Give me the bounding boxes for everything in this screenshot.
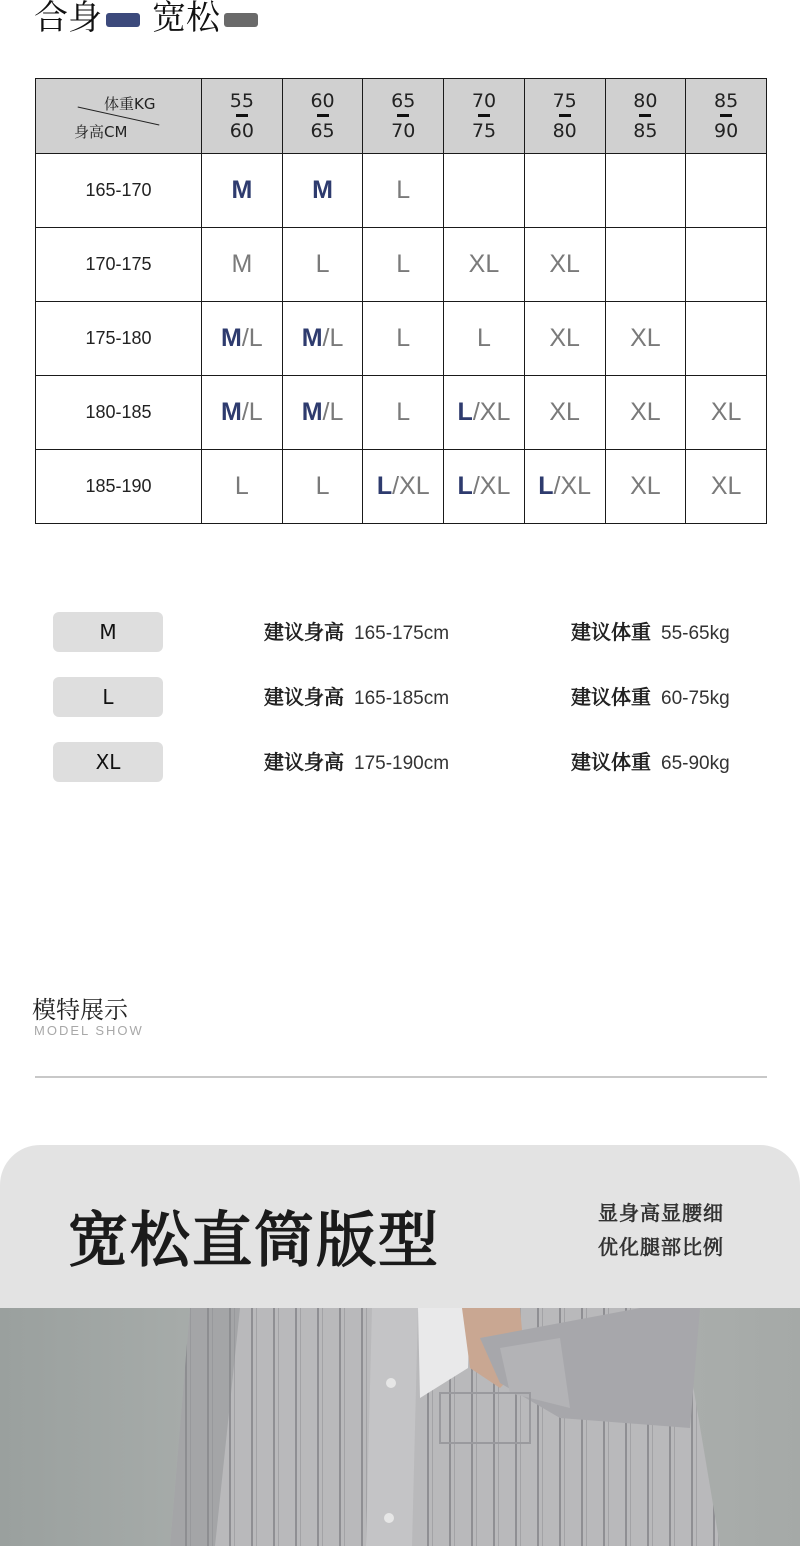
legend-loose-label: 宽松 xyxy=(152,0,220,38)
size-cell: L xyxy=(282,450,363,524)
size-cell: L xyxy=(363,228,444,302)
height-range-cell: 180-185 xyxy=(36,376,202,450)
suggested-height: 建议身高 165-175cm xyxy=(264,620,450,644)
banner-subtitle-line: 优化腿部比例 xyxy=(598,1235,724,1259)
suggested-height: 建议身高 175-190cm xyxy=(264,750,450,774)
size-chart-table xyxy=(35,78,767,524)
suggested-weight: 建议体重 60-75kg xyxy=(571,685,730,709)
size-cell xyxy=(686,154,767,228)
size-recommendation-xl xyxy=(0,742,800,782)
size-cell: M/L xyxy=(282,376,363,450)
banner-subtitle-line: 显身高显腰细 xyxy=(598,1201,724,1225)
size-cell: L xyxy=(202,450,283,524)
size-cell: XL xyxy=(605,450,686,524)
size-cell: L xyxy=(363,154,444,228)
table-corner-header xyxy=(36,79,202,154)
size-badge: XL xyxy=(53,742,163,782)
legend-fit-swatch xyxy=(106,13,140,27)
weight-column-header: 65 70 xyxy=(363,79,444,154)
weight-column-header: 75 80 xyxy=(524,79,605,154)
weight-column-header: 60 65 xyxy=(282,79,363,154)
size-cell: XL xyxy=(605,376,686,450)
model-show-subtitle: MODEL SHOW xyxy=(34,1023,144,1038)
size-recommendation-m xyxy=(0,612,800,652)
size-cell: M/L xyxy=(282,302,363,376)
weight-column-header: 55 60 xyxy=(202,79,283,154)
table-row xyxy=(36,450,767,524)
size-cell: XL xyxy=(524,376,605,450)
size-badge: L xyxy=(53,677,163,717)
size-cell: XL xyxy=(524,302,605,376)
size-cell: L/XL xyxy=(444,376,525,450)
size-table-header-row xyxy=(36,79,767,154)
size-cell xyxy=(524,154,605,228)
size-cell xyxy=(444,154,525,228)
weight-axis-label: 体重KG xyxy=(104,95,156,113)
size-cell xyxy=(605,228,686,302)
legend-loose-swatch xyxy=(224,13,258,27)
size-cell: XL xyxy=(686,450,767,524)
weight-column-header: 80 85 xyxy=(605,79,686,154)
model-shirt-image xyxy=(0,1308,800,1546)
fit-legend xyxy=(34,0,270,40)
height-range-cell: 185-190 xyxy=(36,450,202,524)
table-row xyxy=(36,302,767,376)
model-photo xyxy=(0,1308,800,1546)
height-range-cell: 165-170 xyxy=(36,154,202,228)
size-cell: M xyxy=(202,154,283,228)
size-cell xyxy=(686,228,767,302)
weight-column-header: 85 90 xyxy=(686,79,767,154)
banner-title: 宽松直筒版型 xyxy=(68,1206,440,1276)
size-cell: XL xyxy=(524,228,605,302)
size-cell: L/XL xyxy=(444,450,525,524)
size-recommendation-l xyxy=(0,677,800,717)
size-cell: L/XL xyxy=(524,450,605,524)
size-cell: L xyxy=(363,302,444,376)
size-cell: M xyxy=(202,228,283,302)
fit-style-banner xyxy=(0,1145,800,1310)
table-row xyxy=(36,376,767,450)
suggested-weight: 建议体重 55-65kg xyxy=(571,620,730,644)
size-cell: L xyxy=(282,228,363,302)
size-cell: L/XL xyxy=(363,450,444,524)
table-row xyxy=(36,228,767,302)
size-cell: M/L xyxy=(202,376,283,450)
size-cell: M/L xyxy=(202,302,283,376)
size-cell xyxy=(686,302,767,376)
suggested-height: 建议身高 165-185cm xyxy=(264,685,450,709)
height-range-cell: 170-175 xyxy=(36,228,202,302)
size-badge: M xyxy=(53,612,163,652)
model-show-title: 模特展示 xyxy=(32,996,128,1024)
size-cell xyxy=(605,154,686,228)
size-cell: XL xyxy=(444,228,525,302)
size-cell: XL xyxy=(605,302,686,376)
size-cell: L xyxy=(444,302,525,376)
suggested-weight: 建议体重 65-90kg xyxy=(571,750,730,774)
size-cell: XL xyxy=(686,376,767,450)
section-divider xyxy=(35,1076,767,1078)
height-axis-label: 身高CM xyxy=(74,123,128,141)
height-range-cell: 175-180 xyxy=(36,302,202,376)
weight-column-header: 70 75 xyxy=(444,79,525,154)
size-cell: M xyxy=(282,154,363,228)
legend-fit-label: 合身 xyxy=(34,0,102,38)
size-cell: L xyxy=(363,376,444,450)
table-row xyxy=(36,154,767,228)
